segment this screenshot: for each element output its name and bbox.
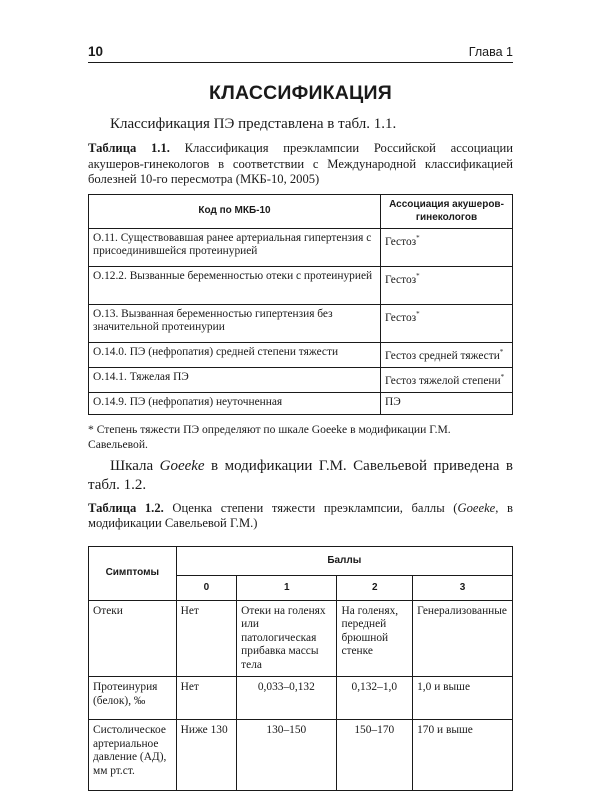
cell-association-text: Гестоз	[385, 235, 417, 248]
col-header-symptoms: Симптомы	[89, 546, 177, 600]
table-header-row	[89, 546, 513, 575]
table-row	[89, 266, 513, 304]
col-header-score-3: 3	[413, 575, 513, 600]
table-row	[89, 304, 513, 342]
cell-score-3: Генерализованные	[413, 600, 513, 677]
cell-association	[381, 367, 513, 392]
cell-score-2: 0,132–1,0	[337, 677, 413, 720]
page-number: 10	[88, 44, 104, 59]
table1-caption	[88, 141, 513, 188]
cell-score-3: 170 и выше	[413, 720, 513, 791]
chapter-label: Глава 1	[468, 45, 513, 59]
table1-caption-text: Классификация преэклампсии Российской ассоциации акушеров-гинекологов в соответствии с Международной классификацией болезней 10-го пересмотра (МКБ-10, 2005)	[88, 141, 513, 186]
cell-score-2: 150–170	[337, 720, 413, 791]
table-row	[89, 720, 513, 791]
cell-association	[381, 266, 513, 304]
col-header-code: Код по МКБ-10	[89, 194, 381, 228]
cell-code: О.14.1. Тяжелая ПЭ	[89, 367, 381, 392]
footnote-mark: *	[499, 347, 504, 356]
cell-association	[381, 228, 513, 266]
table2-caption-italic: Goeeke	[457, 500, 496, 515]
cell-code: О.14.9. ПЭ (нефропатия) неуточненная	[89, 393, 381, 415]
cell-code: О.14.0. ПЭ (нефропатия) средней степени тяжести	[89, 342, 381, 367]
cell-association	[381, 304, 513, 342]
table2-caption-before: Оценка степени тяжести преэклампсии, баллы (	[163, 500, 458, 515]
reference-text-italic: Goeeke	[159, 457, 205, 474]
page	[88, 44, 513, 791]
cell-score-1: Отеки на голенях или патологическая прибавка массы тела	[237, 600, 337, 677]
cell-score-0: Нет	[176, 600, 237, 677]
reference-text-after: в модификации Г.М. Савельевой приведена в табл. 1.2.	[88, 457, 513, 493]
col-header-score-1: 1	[237, 575, 337, 600]
cell-association-text: Гестоз средней тяжести	[385, 349, 500, 362]
cell-code: О.13. Вызванная беременностью гипертензия без значительной протеинурии	[89, 304, 381, 342]
cell-association-text: Гестоз	[385, 273, 417, 286]
col-header-association: Ассоциация акушеров-гинекологов	[381, 194, 513, 228]
table2-caption-after: , в модификации Савельевой Г.М.)	[88, 500, 514, 531]
table-row	[89, 367, 513, 392]
reference-text-before: Шкала	[110, 457, 160, 474]
cell-score-1: 130–150	[237, 720, 337, 791]
cell-code: О.12.2. Вызванные беременностью отеки с протеинурией	[89, 266, 381, 304]
table-row	[89, 600, 513, 677]
table-header-row	[89, 194, 513, 228]
footnote: * Степень тяжести ПЭ определяют по шкале Goeeke в модификации Г.М. Савельевой.	[88, 422, 451, 451]
table1-caption-label: Таблица 1.1.	[88, 141, 170, 155]
cell-code: О.11. Существовавшая ранее артериальная гипертензия с присоединившейся протеинурией	[89, 228, 381, 266]
cell-symptom: Систолическое артериальное давление (АД), мм рт.ст.	[89, 720, 177, 791]
cell-score-2: На голенях, передней брюшной стенке	[337, 600, 413, 677]
cell-score-0: Нет	[176, 677, 237, 720]
cell-score-0: Ниже 130	[176, 720, 237, 791]
cell-association	[381, 342, 513, 367]
cell-score-3: 1,0 и выше	[413, 677, 513, 720]
footnote-mark: *	[416, 271, 420, 280]
section-heading: КЛАССИФИКАЦИЯ	[209, 82, 392, 104]
col-header-score-2: 2	[337, 575, 413, 600]
running-header	[88, 44, 513, 63]
cell-association-text: Гестоз	[385, 311, 417, 324]
col-header-points: Баллы	[176, 546, 512, 575]
table-row	[89, 677, 513, 720]
cell-score-1: 0,033–0,132	[237, 677, 337, 720]
table-row	[89, 393, 513, 415]
severity-table	[88, 546, 513, 791]
col-header-score-0: 0	[176, 575, 237, 600]
cell-association: ПЭ	[381, 393, 513, 415]
table-row	[89, 342, 513, 367]
table2-caption-label: Таблица 1.2.	[88, 500, 164, 515]
cell-symptom: Отеки	[89, 600, 177, 677]
table-row	[89, 228, 513, 266]
footnote-mark: *	[500, 372, 505, 381]
table2-caption	[88, 501, 513, 532]
footnote-mark: *	[416, 233, 420, 242]
reference-paragraph	[88, 457, 513, 495]
footnote-mark: *	[416, 309, 420, 318]
intro-paragraph: Классификация ПЭ представлена в табл. 1.1.	[110, 116, 397, 132]
cell-association-text: Гестоз тяжелой степени	[385, 374, 501, 387]
cell-symptom: Протеинурия (белок), ‰	[89, 677, 177, 720]
classification-table	[88, 194, 513, 415]
